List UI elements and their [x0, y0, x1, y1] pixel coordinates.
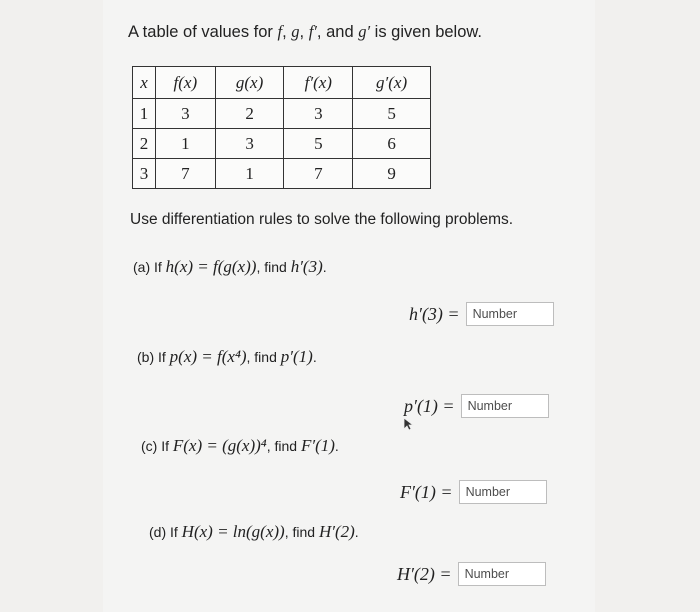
problem-a: (a) If h(x) = f(g(x)), find h′(3).: [133, 257, 327, 276]
answer-c: F′(1) = Number: [400, 480, 547, 504]
answer-c-input[interactable]: [459, 480, 547, 504]
table-cell: 1: [133, 99, 156, 129]
header-f-prime: f′(x): [284, 67, 353, 99]
answer-d-input[interactable]: [458, 562, 546, 586]
table-cell: 6: [353, 129, 431, 159]
table-cell: 1: [156, 129, 216, 159]
instructions-text: Use differentiation rules to solve the following problems.: [130, 211, 514, 228]
table-cell: 3: [133, 159, 156, 189]
intro-text: A table of values for f, g, f′, and g′ is given below.: [128, 22, 482, 41]
answer-d: H′(2) = Number: [397, 562, 546, 586]
problem-d: (d) If H(x) = ln(g(x)), find H′(2).: [149, 522, 359, 541]
table-cell: 5: [284, 129, 353, 159]
table-cell: 2: [215, 99, 284, 129]
table-cell: 7: [156, 159, 216, 189]
header-x: x: [133, 67, 156, 99]
header-g-prime: g′(x): [353, 67, 431, 99]
header-f: f(x): [156, 67, 216, 99]
problem-c: (c) If F(x) = (g(x))⁴, find F′(1).: [141, 436, 339, 455]
table-cell: 2: [133, 129, 156, 159]
table-row: [133, 159, 431, 189]
table-cell: 3: [156, 99, 216, 129]
answer-b-input[interactable]: [461, 394, 549, 418]
table-cell: 9: [353, 159, 431, 189]
header-g: g(x): [215, 67, 284, 99]
table-cell: 1: [215, 159, 284, 189]
values-table: [132, 66, 431, 189]
mouse-cursor-icon: [402, 417, 416, 431]
table-cell: 7: [284, 159, 353, 189]
table-row: [133, 99, 431, 129]
table-row: [133, 129, 431, 159]
answer-b: p′(1) = Number: [404, 394, 549, 418]
table-cell: 5: [353, 99, 431, 129]
problem-b: (b) If p(x) = f(x⁴), find p′(1).: [137, 347, 317, 366]
answer-a-input[interactable]: [466, 302, 554, 326]
table-cell: 3: [284, 99, 353, 129]
answer-a: h′(3) = Number: [409, 302, 554, 326]
table-cell: 3: [215, 129, 284, 159]
